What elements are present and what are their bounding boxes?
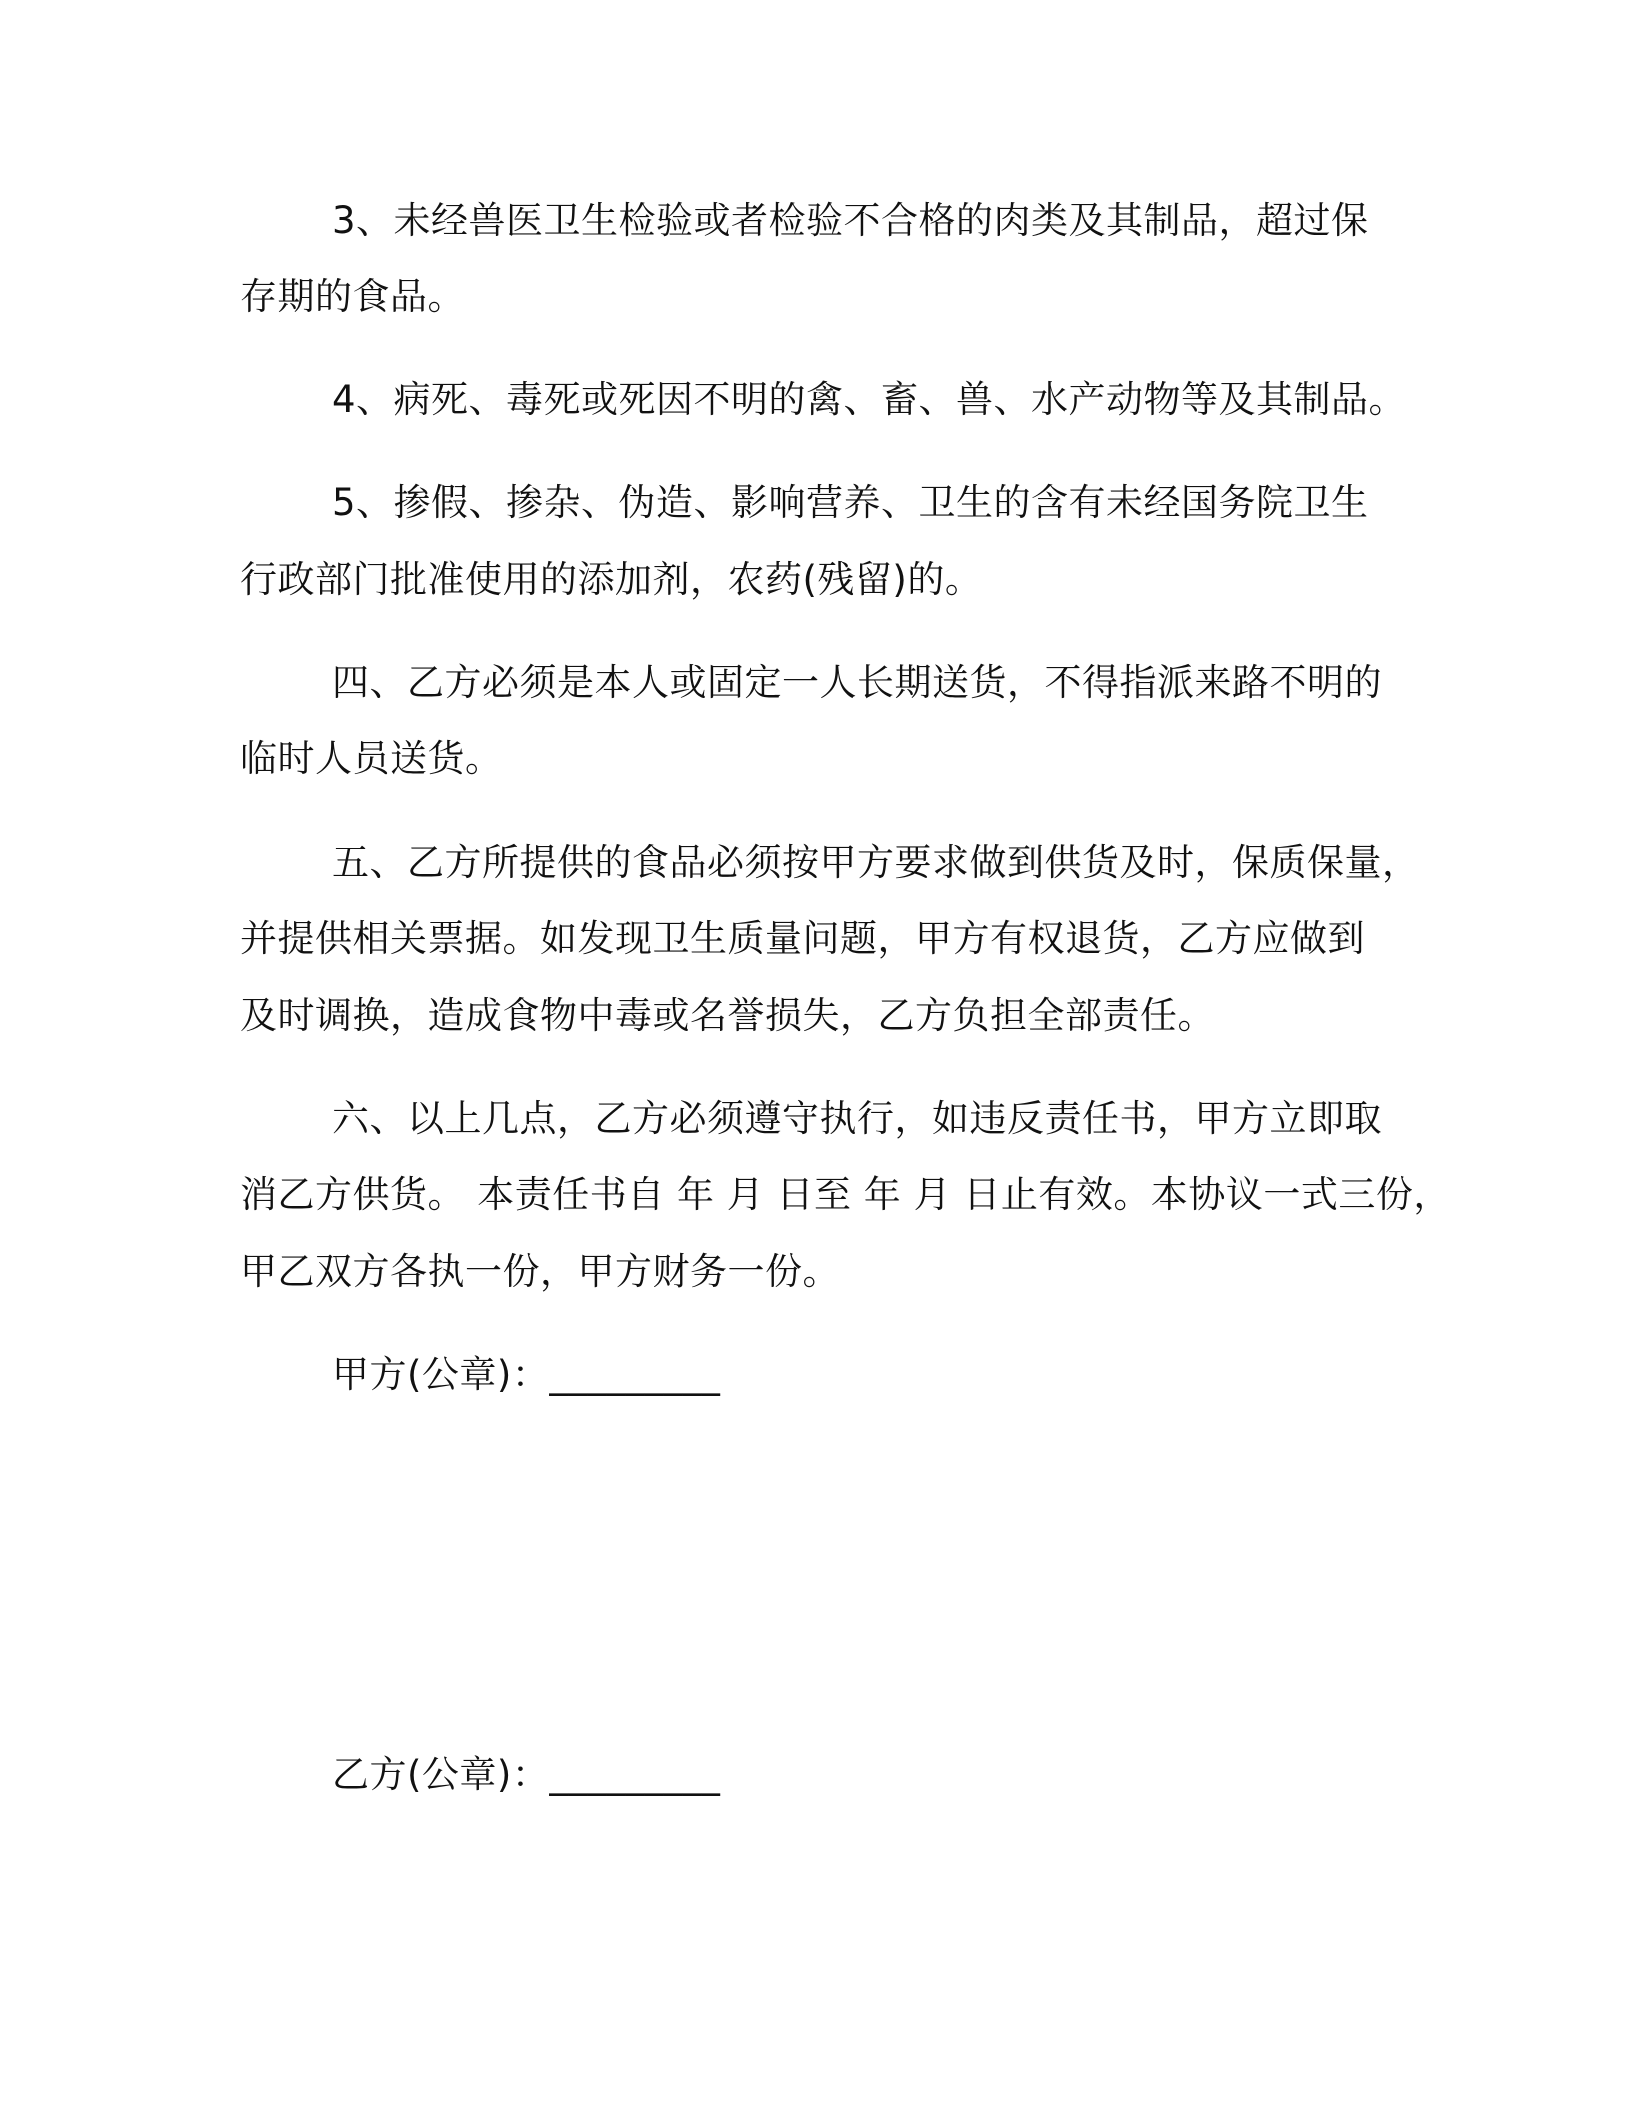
paragraph-5-line-1: 5、掺假、掺杂、伪造、影响营养、卫生的含有未经国务院卫生 (332, 481, 1369, 524)
clause-5-line-2: 并提供相关票据。如发现卫生质量问题，甲方有权退货，乙方应做到 (240, 917, 1365, 960)
clause-4-line-2: 临时人员送货。 (240, 737, 503, 780)
clause-6-line-2: 消乙方供货。 本责任书自 年 月 日至 年 月 日止有效。本协议一式三份， (240, 1173, 1451, 1216)
paragraph-5-line-2: 行政部门批准使用的添加剂，农药(残留)的。 (240, 558, 983, 601)
clause-6-line-3: 甲乙双方各执一份，甲方财务一份。 (240, 1250, 840, 1293)
clause-5-line-1: 五、乙方所提供的食品必须按甲方要求做到供货及时，保质保量， (332, 841, 1420, 884)
paragraph-4-line-1: 4、病死、毒死或死因不明的禽、畜、兽、水产动物等及其制品。 (332, 378, 1407, 421)
clause-5-line-3: 及时调换，造成食物中毒或名誉损失，乙方负担全部责任。 (240, 994, 1215, 1037)
clause-4-line-1: 四、乙方必须是本人或固定一人长期送货，不得指派来路不明的 (332, 661, 1382, 704)
party-a-signature: 甲方(公章)：_________ (332, 1353, 721, 1396)
party-b-signature: 乙方(公章)：_________ (332, 1753, 721, 1796)
paragraph-3-line-1: 3、未经兽医卫生检验或者检验不合格的肉类及其制品，超过保 (332, 199, 1369, 242)
paragraph-3-line-2: 存期的食品。 (240, 275, 465, 318)
clause-6-line-1: 六、以上几点，乙方必须遵守执行，如违反责任书，甲方立即取 (332, 1097, 1382, 1140)
